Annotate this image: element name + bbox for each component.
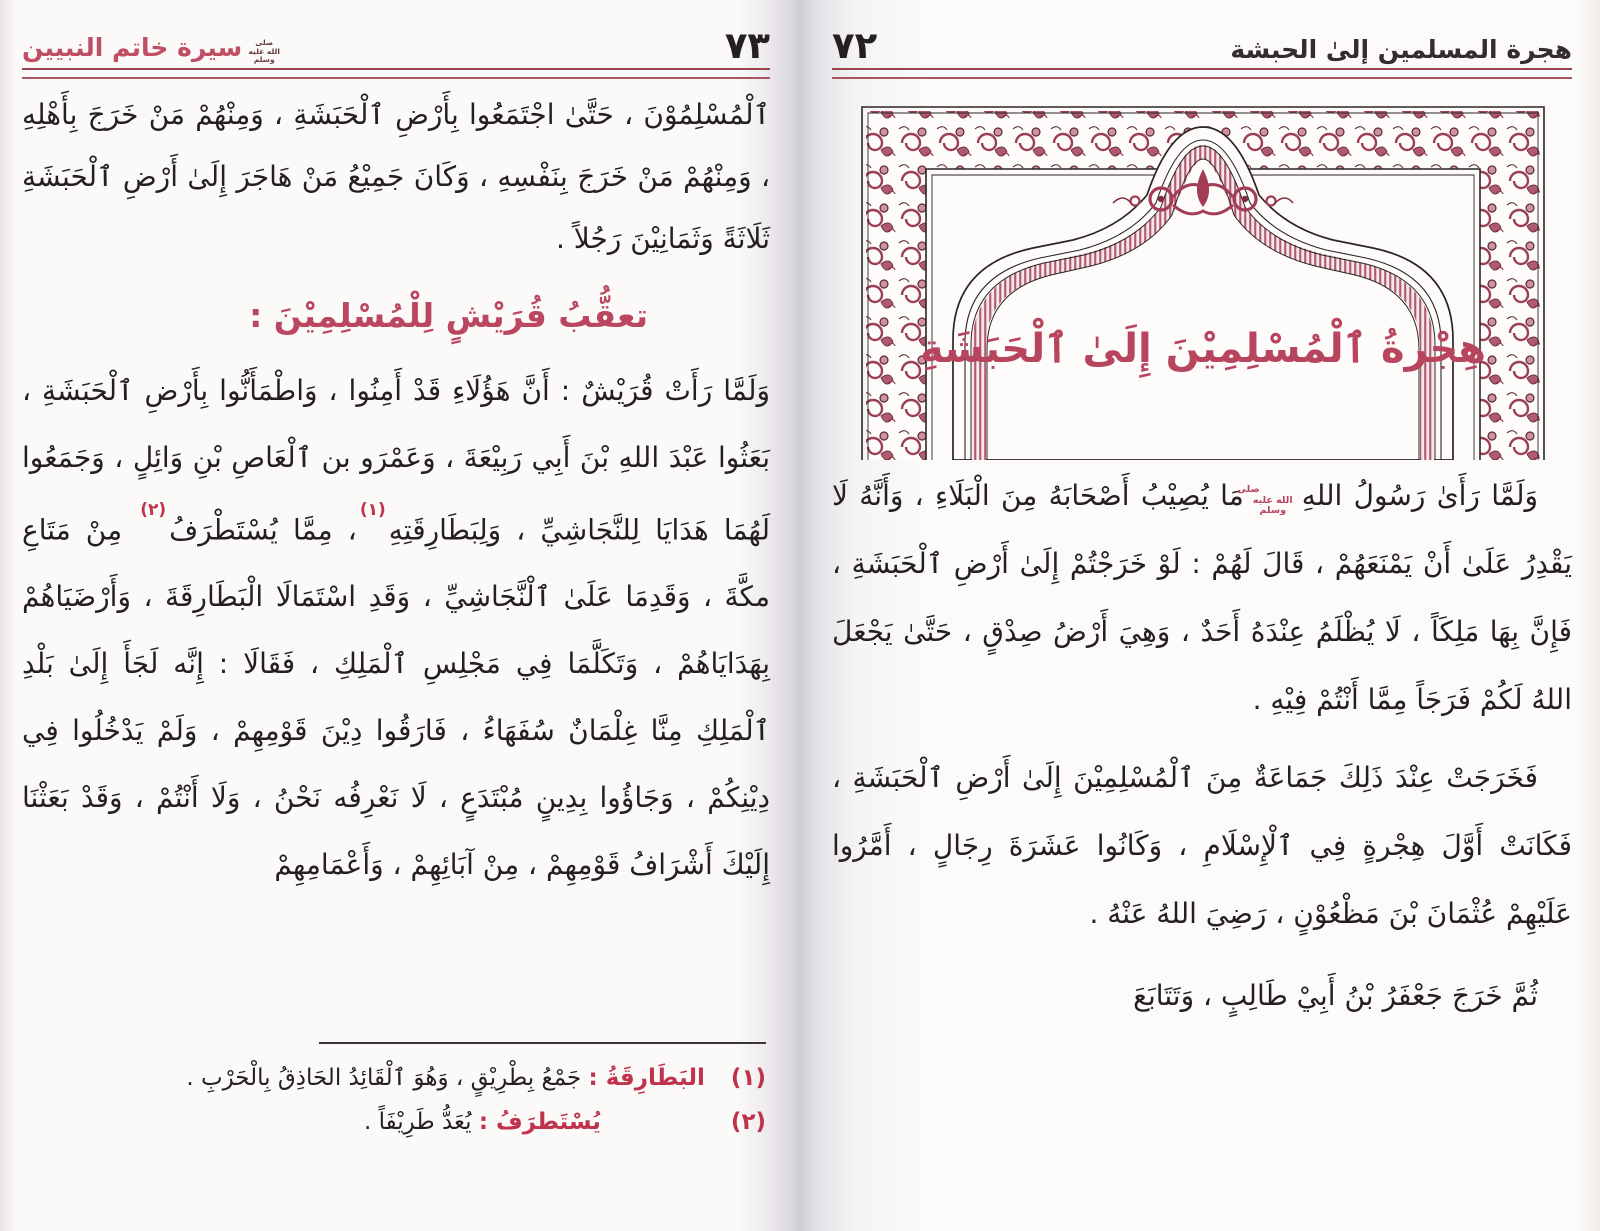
left-page-body [22,84,770,898]
footnote-ref-1: (١) [359,500,386,520]
section-subtitle: تعقُّبُ قُرَيْشٍ لِلْمُسْلِمِيْنَ : [249,296,648,335]
page-left-73 [22,0,770,1231]
footnote-2 [22,1100,766,1144]
footnotes-block [22,1042,766,1144]
footnote-ref-2: (٢) [140,500,167,520]
left-paragraph-2 [22,357,770,898]
left-paragraph-2-part-a: وَلَمَّا رَأَتْ قُرَيْشٌ : أَنَّ هَؤُلَاءِ قَدْ أَمِنُوا ، وَاطْمَأَنُّوا بِأَرْضِ ٱلْحَبَشَةِ ، بَعَثُوا عَبْدَ اللهِ بْنَ أَبِي رَبِيْعَةَ ، وَعَمْرَو بن ٱلْعَاصِ بْنِ وَائِلٍ ، وَجَمَعُوا لَهُمَا هَدَايَا لِلنَّجَاشِيِّ ، وَلِبَطَارِقَتِهِ [22,374,770,547]
right-paragraph-3: ثُمَّ خَرَجَ جَعْفَرُ بْنُ أَبِيْ طَالِبٍ ، وَتَتَابَعَ [1133,979,1538,1012]
left-paragraph-2-part-c: مِنْ مَتَاعِ مكَّةَ ، وَقَدِمَا عَلَىٰ ٱلْنَّجَاشِيِّ ، وَقَدِ اسْتَمَالَا الْبَطَارِقَةَ ، وَأَرْضَيَاهُمْ بِهَدَايَاهُمْ ، وَتَكَلَّمَا فِي مَجْلِسِ ٱلْمَلِكِ ، فَقَالَا : إِنَّه لَجَأَ إِلَىٰ بَلْدِ ٱلْمَلِكِ مِنَّا غِلْمَانٌ سُفَهَاءُ ، فَارَقُوا دِيْنَ قَوْمِهِمْ ، وَلَمْ يَدْخُلُوا فِي دِيْنِكُمْ ، وَجَاؤُوا بِدِينٍ مُبْتَدَعٍ ، لَا نَعْرِفُه نَحْنُ ، وَلَا أَنْتُمْ ، وَقَدْ بَعَثْنَا إِلَيْكَ أَشْرَافُ قَوْمِهِمْ ، مِنْ آبَائِهِمْ ، وَأَعْمَامِهِمْ [22,513,770,882]
right-paragraph-1 [832,462,1572,734]
left-paragraph-2-part-b: ، مِمَّا يُسْتَطْرَفُ [169,513,357,547]
right-paragraph-2: فَخَرَجَتْ عِنْدَ ذَلِكَ جَمَاعَةٌ مِنَ ٱلْمُسْلِمِيْنَ إِلَىٰ أَرْضِ ٱلْحَبَشَةِ ، فَكَانَتْ أَوَّلَ هِجْرةٍ فِي ٱلْإِسْلَامِ ، وَكَانُوا عَشَرَةَ رِجَالٍ ، أَمَّرُوا عَلَيْهِمْ عُثْمَانَ بْنَ مَظْعُوْنٍ ، رَضِيَ اللهُ عَنْهُ . [832,761,1572,930]
left-page-number: ٧٣ [724,24,770,67]
page-right-72 [832,0,1572,1231]
right-paragraph-1-before-seal: وَلَمَّا رَأَىٰ رَسُولُ اللهِ [1301,479,1539,512]
left-running-title-text: سيرة خاتم النبيين [22,32,243,62]
right-page-number: ٧٢ [832,24,878,67]
header-double-rule-right [832,68,1572,79]
footnote-1-term: البَطَارِقَةُ : [588,1065,705,1091]
footnote-2-definition: يُعَدُّ طَرِيْفَاً . [363,1109,472,1135]
left-paragraph-1: ٱلْمُسْلِمُوْنَ ، حَتَّىٰ اجْتَمَعُوا بِأَرْضِ ٱلْحَبَشَةِ ، وَمِنْهُمْ مَنْ خَرَجَ بِأَهْلِهِ ، وَمِنْهُمْ مَنْ خَرَجَ بِنَفْسِهِ ، وَكَانَ جَمِيْعُ مَنْ هَاجَرَ إِلَىٰ أَرْضِ ٱلْحَبَشَةِ ثَلَاثَةً وَثَمَانِيْنَ رَجُلاً . [22,98,770,255]
arch-ornament-svg [858,85,1548,460]
right-page-body [832,462,1572,1030]
footnote-1-marker: (١) [730,1065,766,1091]
right-page-header [832,20,1572,67]
footnote-2-marker: (٢) [730,1109,766,1135]
footnote-2-term: يُسْتَطرَفُ : [478,1109,601,1135]
left-page-header [22,20,770,67]
ornamental-arch-frame [858,85,1548,460]
header-double-rule-left [22,68,770,79]
salla-seal-icon: صلى الله عليه وسلم [1237,484,1293,516]
footnote-1 [22,1056,766,1100]
right-running-title: هجرة المسلمين إلىٰ الحبشة [1230,35,1572,64]
salla-seal-icon: صلى الله عليه وسلم [248,38,280,64]
footnote-separator-line [319,1042,766,1044]
footnote-1-definition: جَمْعُ بِطْرِيْقٍ ، وَهُوَ ٱلْقَائِدُ الحَاذِقُ بِالْحَرْبِ . [186,1065,582,1091]
left-running-title [22,33,286,64]
chapter-title: هِجْرةُ ٱلْمُسْلِمِيْنَ إِلَىٰ ٱلْحَبَشَةِ [919,326,1487,372]
right-paragraph-1-after-seal: مَا يُصِيْبُ أَصْحَابَهُ مِنَ الْبَلَاءِ ، وَأَنَّهُ لَا يَقْدِرُ عَلَىٰ أَنْ يَمْنَعَهُمْ ، قَالَ لَهُمْ : لَوْ خَرَجْتُمْ إِلَىٰ أَرْضِ ٱلْحَبَشَةِ ، فَإِنَّ بِهَا مَلِكَاً ، لَا يُظْلَمُ عِنْدَهُ أَحَدٌ ، وَهِيَ أَرْضُ صِدْقٍ ، حَتَّىٰ يَجْعَلَ اللهُ لَكُمْ فَرَجَاً مِمَّا أَنْتُمْ فِيْهِ . [832,479,1572,716]
